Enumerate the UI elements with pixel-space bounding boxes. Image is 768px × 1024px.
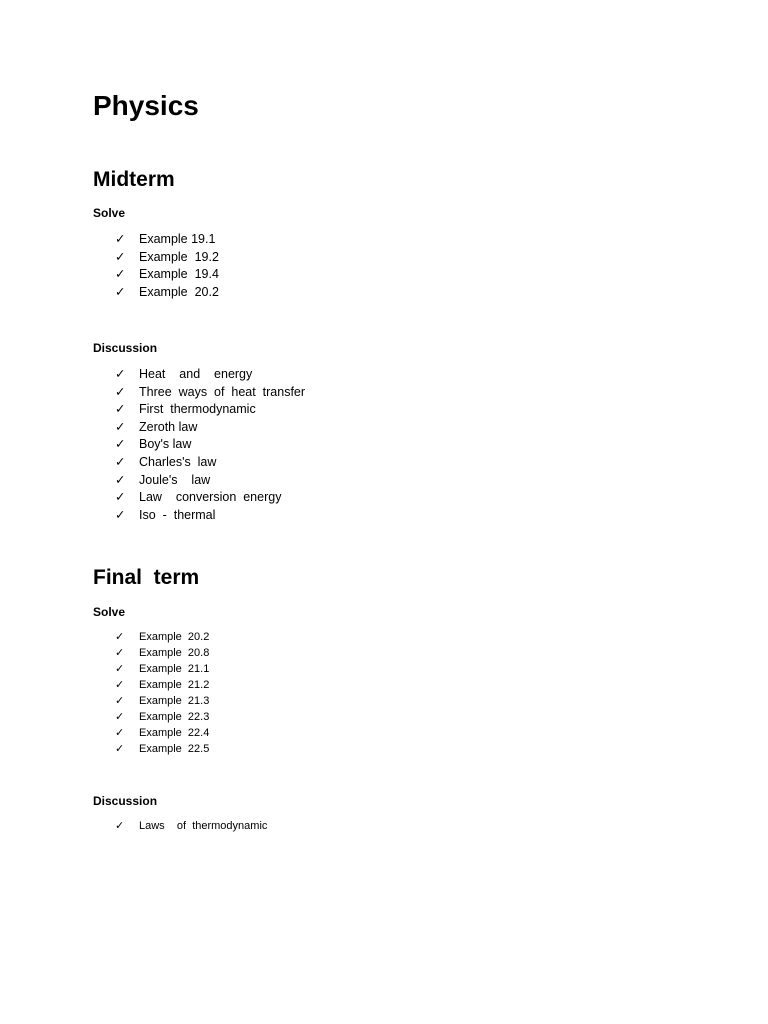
checkmark-icon: ✓ bbox=[115, 711, 125, 723]
checkmark-icon: ✓ bbox=[115, 437, 126, 452]
checkmark-icon: ✓ bbox=[115, 695, 125, 707]
final-term-solve-list bbox=[93, 629, 209, 757]
list-item bbox=[93, 709, 209, 725]
list-item-label: Laws of thermodynamic bbox=[139, 820, 268, 832]
list-item-label: Joule's law bbox=[139, 472, 211, 487]
list-item bbox=[93, 741, 209, 757]
checkmark-icon: ✓ bbox=[115, 284, 126, 299]
list-item bbox=[93, 661, 209, 677]
list-item bbox=[93, 401, 305, 419]
checkmark-icon: ✓ bbox=[115, 820, 125, 832]
list-item-label: Example 21.1 bbox=[139, 663, 210, 675]
list-item bbox=[93, 266, 219, 284]
list-item bbox=[93, 419, 305, 437]
list-item bbox=[93, 489, 305, 507]
list-item bbox=[93, 472, 305, 490]
list-item bbox=[93, 507, 305, 525]
list-item-label: Three ways of heat transfer bbox=[139, 384, 306, 399]
list-item-label: Example 21.2 bbox=[139, 679, 210, 691]
list-item bbox=[93, 645, 209, 661]
checkmark-icon: ✓ bbox=[115, 384, 126, 399]
list-item-label: Example 22.5 bbox=[139, 743, 210, 755]
midterm-discussion-list bbox=[93, 366, 305, 524]
list-item-label: First thermodynamic bbox=[139, 402, 256, 417]
final-term-discussion-list bbox=[93, 818, 267, 834]
list-item bbox=[93, 454, 305, 472]
list-item bbox=[93, 818, 267, 834]
list-item bbox=[93, 677, 209, 693]
checkmark-icon: ✓ bbox=[115, 267, 126, 282]
list-item-label: Boy's law bbox=[139, 437, 192, 452]
checkmark-icon: ✓ bbox=[115, 490, 126, 505]
midterm-heading: Midterm bbox=[93, 168, 175, 191]
page-title: Physics bbox=[93, 90, 199, 121]
list-item-label: Example 19.4 bbox=[139, 267, 219, 282]
list-item-label: Example 22.3 bbox=[139, 711, 210, 723]
checkmark-icon: ✓ bbox=[115, 727, 125, 739]
list-item-label: Example 20.2 bbox=[139, 284, 219, 299]
list-item-label: Example 22.4 bbox=[139, 727, 210, 739]
checkmark-icon: ✓ bbox=[115, 631, 125, 643]
list-item-label: Charles's law bbox=[139, 454, 217, 469]
list-item-label: Example 20.2 bbox=[139, 631, 210, 643]
list-item bbox=[93, 249, 219, 267]
list-item-label: Heat and energy bbox=[139, 367, 253, 381]
list-item-label: Example 19.2 bbox=[139, 249, 219, 264]
list-item bbox=[93, 284, 219, 302]
checkmark-icon: ✓ bbox=[115, 472, 126, 487]
checkmark-icon: ✓ bbox=[115, 232, 126, 246]
list-item bbox=[93, 231, 219, 249]
list-item-label: Example 21.3 bbox=[139, 695, 210, 707]
midterm-solve-list bbox=[93, 231, 219, 301]
list-item bbox=[93, 693, 209, 709]
final-term-solve-label: Solve bbox=[93, 605, 126, 619]
list-item-label: Example 20.8 bbox=[139, 647, 210, 659]
checkmark-icon: ✓ bbox=[115, 419, 126, 434]
checkmark-icon: ✓ bbox=[115, 507, 126, 522]
checkmark-icon: ✓ bbox=[115, 402, 126, 417]
list-item bbox=[93, 725, 209, 741]
list-item bbox=[93, 436, 305, 454]
checkmark-icon: ✓ bbox=[115, 367, 126, 381]
checkmark-icon: ✓ bbox=[115, 647, 125, 659]
checkmark-icon: ✓ bbox=[115, 679, 125, 691]
list-item bbox=[93, 384, 305, 402]
checkmark-icon: ✓ bbox=[115, 743, 125, 755]
list-item-label: Example 19.1 bbox=[139, 232, 216, 246]
list-item bbox=[93, 366, 305, 384]
list-item-label: Law conversion energy bbox=[139, 490, 282, 505]
checkmark-icon: ✓ bbox=[115, 249, 126, 264]
midterm-discussion-label: Discussion bbox=[93, 341, 158, 355]
checkmark-icon: ✓ bbox=[115, 454, 126, 469]
list-item-label: Zeroth law bbox=[139, 419, 198, 434]
final-term-heading: Final term bbox=[93, 566, 200, 589]
list-item bbox=[93, 629, 209, 645]
midterm-solve-label: Solve bbox=[93, 206, 126, 220]
checkmark-icon: ✓ bbox=[115, 663, 125, 675]
final-term-discussion-label: Discussion bbox=[93, 794, 158, 808]
list-item-label: Iso - thermal bbox=[139, 507, 216, 522]
